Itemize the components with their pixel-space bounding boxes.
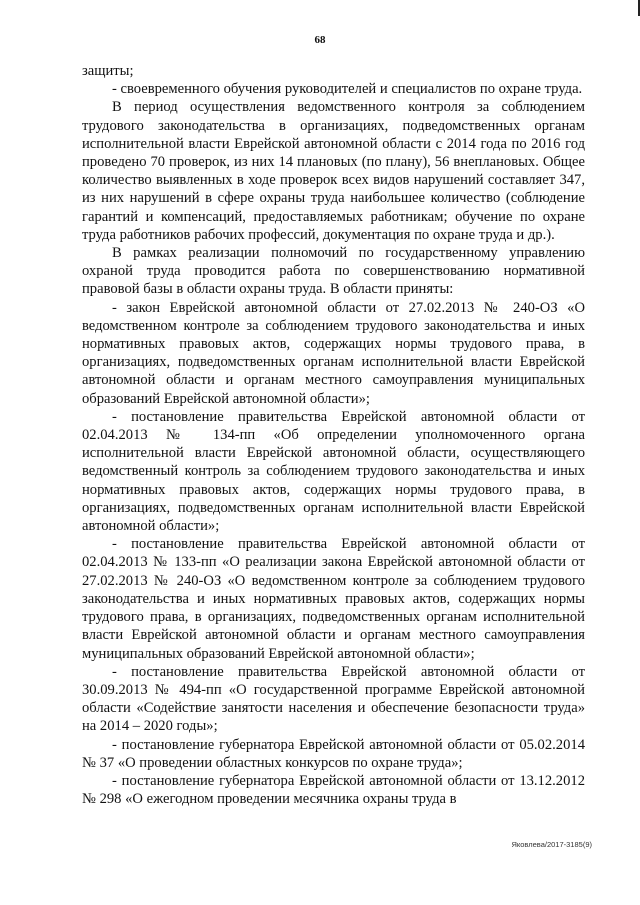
page-number: 68 [314, 34, 326, 46]
list-item-governor-37: - постановление губернатора Еврейской автономной области от 05.02.2014 № 37 «О проведении областных конкурсов по охране труда»; [82, 736, 585, 771]
document-body [82, 62, 585, 808]
list-item-resolution-134-pp: - постановление правительства Еврейской автономной области от 02.04.2013 № 134-пп «Об определении уполномоченного органа исполнительной власти Еврейской автономной области, осуществляющего ведомственный контроль за соблюдением трудового законодательства и иных нормативных правовых актов, содержащих нормы трудового права, в организациях, подведомственных органам исполнительной власти Еврейской автономной области»; [82, 408, 585, 535]
document-footer-code: Яковлева/2017-3185(9) [511, 840, 592, 849]
paragraph-continuation: защиты; [82, 63, 134, 79]
paragraph-inspections: В период осуществления ведомственного контроля за соблюдением трудового законодательства в организациях, подведомственных органам исполнительной власти Еврейской автономной области с 2014 года по 2016 год проведено 70 проверок, из них 14 плановых (по плану), 56 внеплановых. Общее количество выявленных в ходе проверок всех видов нарушений составляет 347, из них нарушений в сфере охраны труда наибольшее количество (соблюдение гарантий и компенсаций, предоставляемых работникам; обучение по охране труда работников рабочих профессий, документация по охране труда и др.). [82, 99, 585, 243]
list-item-resolution-133-pp: - постановление правительства Еврейской автономной области от 02.04.2013 № 133-пп «О реализации закона Еврейской автономной области от 27.02.2013 № 240-ОЗ «О ведомственном контроле за соблюдением трудового законодательства и иных нормативных правовых актов, содержащих нормы трудового права, в организациях, подведомственных органам исполнительной власти Еврейской автономной области и органам местного самоуправления муниципальных образований Еврейской автономной области»; [82, 536, 585, 662]
list-item-governor-298: - постановление губернатора Еврейской автономной области от 13.12.2012 № 298 «О ежегодном проведении месячника охраны труда в [82, 772, 585, 808]
list-item-law-240-oz: - закон Еврейской автономной области от 27.02.2013 № 240-ОЗ «О ведомственном контроле за соблюдением трудового законодательства и иных нормативных правовых актов, содержащих нормы трудового права, в организациях, подведомственных органам исполнительной власти Еврейской автономной области и органам местного самоуправления муниципальных образований Еврейской автономной области»; [82, 299, 585, 407]
list-item-resolution-494-pp: - постановление правительства Еврейской автономной области от 30.09.2013 № 494-пп «О государственной программе Еврейской автономной области «Содействие занятости населения и обеспечение безопасности труда» на 2014 – 2020 годы»; [82, 663, 585, 735]
paragraph-regulatory-base: В рамках реализации полномочий по государственному управлению охраной труда проводится работа по совершенствованию нормативной правовой базы в области охраны труда. В области приняты: [82, 245, 585, 298]
list-item-training: - своевременного обучения руководителей и специалистов по охране труда. [112, 81, 583, 98]
